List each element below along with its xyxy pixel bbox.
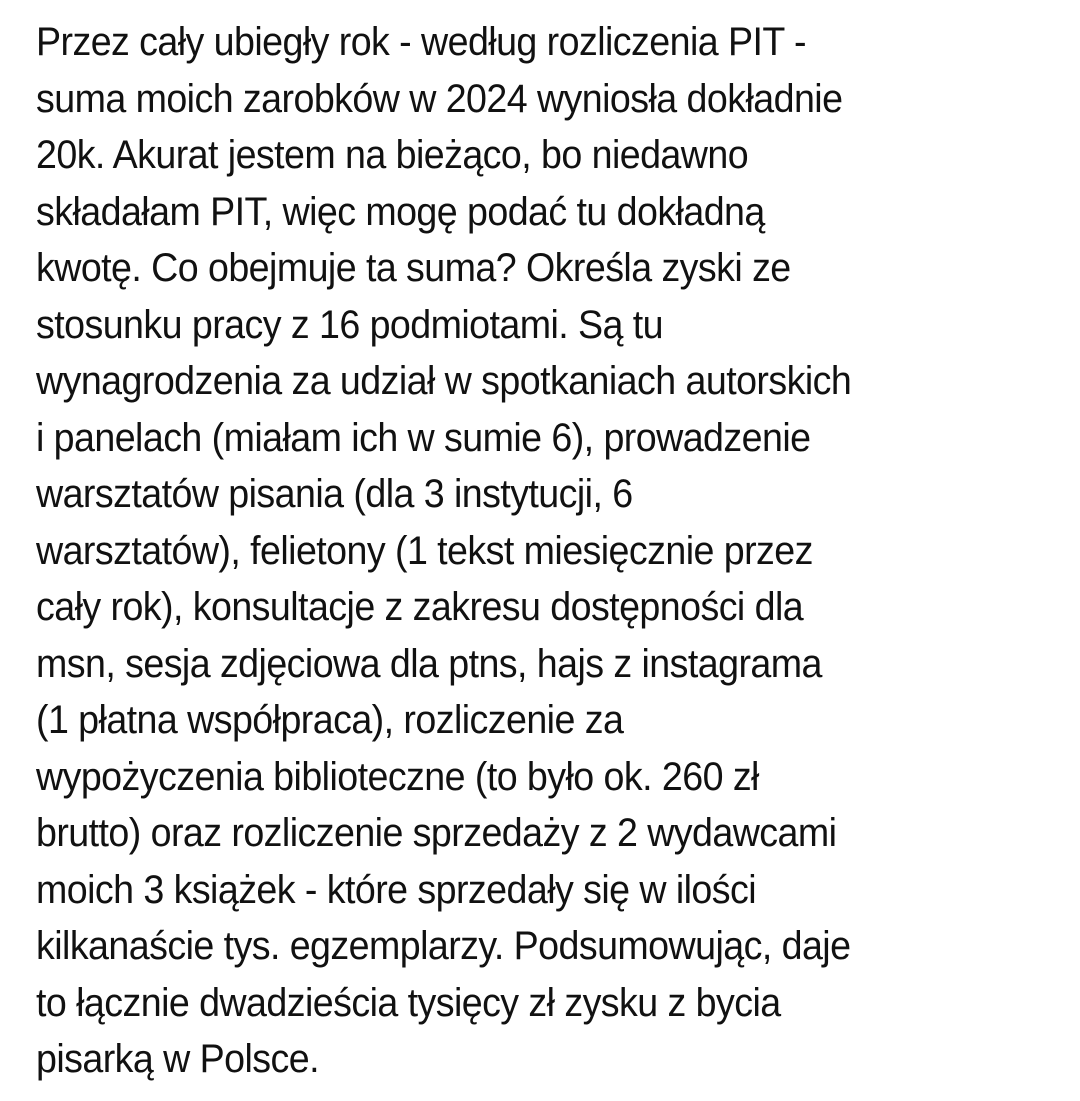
post-text-line: to łącznie dwadzieścia tysięcy zł zysku z bycia: [36, 980, 781, 1025]
post-text-line: składałam PIT, więc mogę podać tu dokładną: [36, 189, 765, 234]
post-text-line: stosunku pracy z 16 podmiotami. Są tu: [36, 302, 664, 347]
post-text-line: warsztatów), felietony (1 tekst miesięcznie przez: [36, 528, 813, 573]
post-text-line: cały rok), konsultacje z zakresu dostępności dla: [36, 585, 804, 629]
post-text-line: pisarką w Polsce.: [36, 1037, 319, 1081]
post-text-line: Przez cały ubiegły rok - według rozliczenia PIT -: [36, 20, 806, 64]
post-text-line: brutto) oraz rozliczenie sprzedaży z 2 wydawcami: [36, 811, 837, 855]
post-text-line: 20k. Akurat jestem na bieżąco, bo niedawno: [36, 133, 749, 177]
post-text-line: (1 płatna współpraca), rozliczenie za: [36, 698, 624, 742]
post-body: [36, 14, 1066, 1088]
post-text-line: wynagrodzenia za udział w spotkaniach autorskich: [36, 359, 852, 403]
post-text-line: wypożyczenia biblioteczne (to było ok. 260 zł: [36, 754, 759, 799]
post-text-line: kilkanaście tys. egzemplarzy. Podsumowując, daje: [36, 924, 851, 968]
post-text-line: i panelach (miałam ich w sumie 6), prowadzenie: [36, 415, 811, 460]
post-text-line: msn, sesja zdjęciowa dla ptns, hajs z instagrama: [36, 641, 822, 686]
post-text-line: kwotę. Co obejmuje ta suma? Określa zyski ze: [36, 246, 791, 290]
post-text-line: suma moich zarobków w 2024 wyniosła dokładnie: [36, 76, 843, 121]
post-text-line: warsztatów pisania (dla 3 instytucji, 6: [36, 472, 633, 516]
post-text-line: moich 3 książek - które sprzedały się w ilości: [36, 867, 757, 912]
